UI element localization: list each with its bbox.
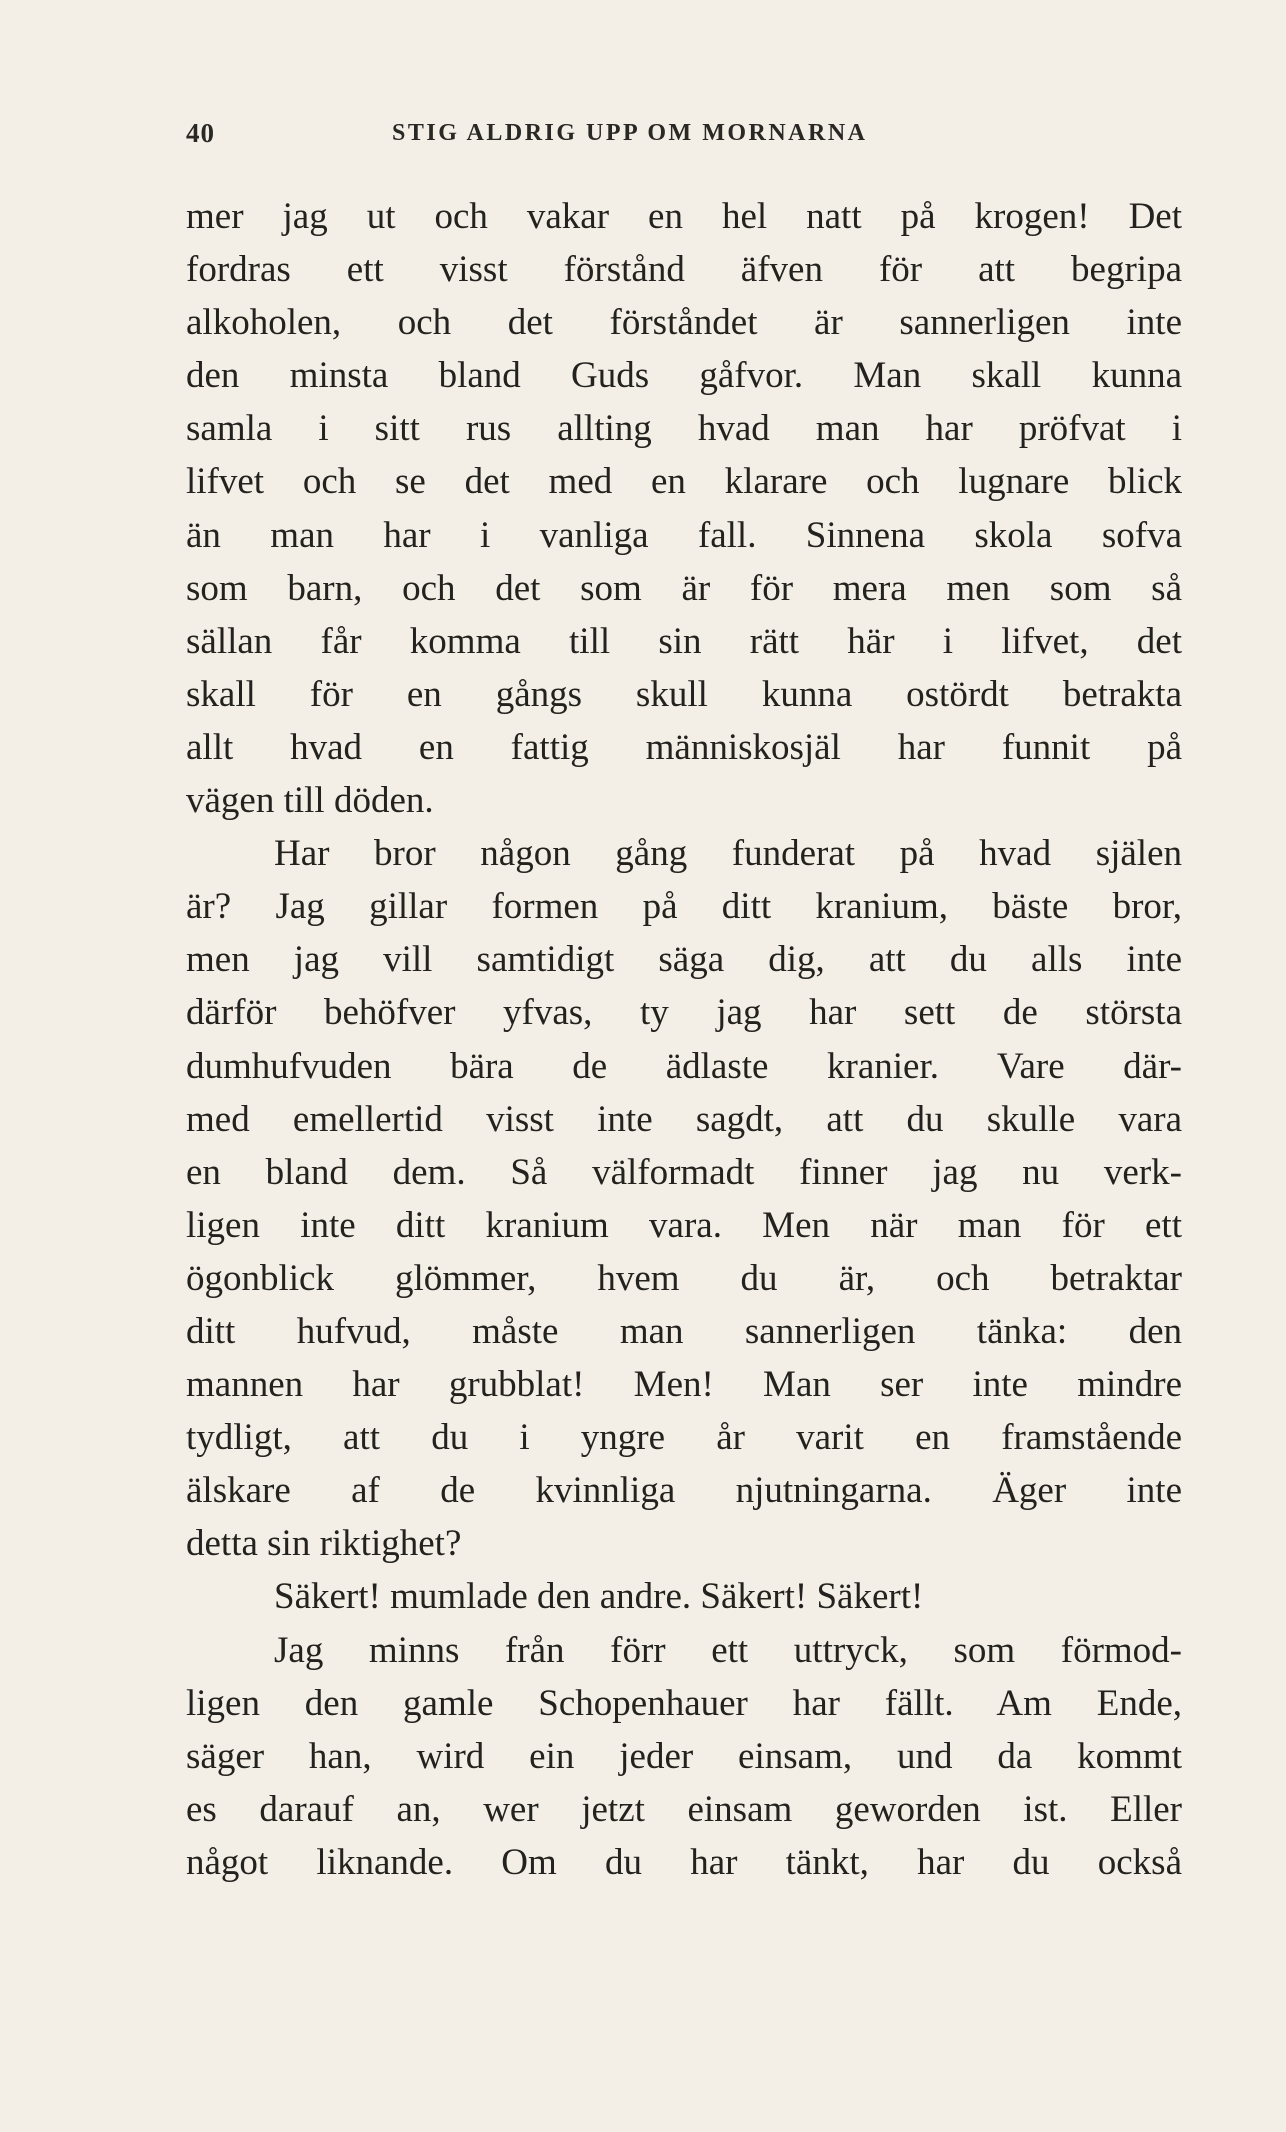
body-text bbox=[186, 190, 1182, 1889]
text-line: som barn, och det som är för mera men som så bbox=[186, 567, 1182, 609]
text-line: tydligt, att du i yngre år varit en framstående bbox=[186, 1417, 1182, 1459]
text-line: säger han, wird ein jeder einsam, und da kommt bbox=[186, 1735, 1182, 1777]
text-line: Har bror någon gång funderat på hvad själen bbox=[274, 833, 1182, 875]
running-head: STIG ALDRIG UPP OM MORNARNA bbox=[392, 120, 868, 146]
text-line: dumhufvuden bära de ädlaste kranier. Vare där- bbox=[186, 1045, 1182, 1087]
text-line: Jag minns från förr ett uttryck, som förmod- bbox=[274, 1629, 1182, 1671]
text-line: Säkert! mumlade den andre. Säkert! Säkert! bbox=[274, 1576, 924, 1618]
text-line: es darauf an, wer jetzt einsam geworden ist. Eller bbox=[186, 1788, 1182, 1830]
text-line: ditt hufvud, måste man sannerligen tänka: den bbox=[186, 1310, 1182, 1352]
page-number: 40 bbox=[186, 118, 215, 148]
text-line: än man har i vanliga fall. Sinnena skola sofva bbox=[186, 514, 1182, 556]
text-line: ligen den gamle Schopenhauer har fällt. Am Ende, bbox=[186, 1682, 1182, 1724]
text-line: ligen inte ditt kranium vara. Men när man för ett bbox=[186, 1204, 1182, 1246]
text-line: mannen har grubblat! Men! Man ser inte mindre bbox=[186, 1364, 1182, 1406]
text-line: detta sin riktighet? bbox=[186, 1523, 462, 1565]
text-line: den minsta bland Guds gåfvor. Man skall kunna bbox=[186, 355, 1182, 397]
text-line: allt hvad en fattig människosjäl har funnit på bbox=[186, 726, 1182, 768]
text-line: älskare af de kvinnliga njutningarna. Äger inte bbox=[186, 1470, 1182, 1512]
page-header bbox=[186, 118, 1186, 158]
text-line: vägen till döden. bbox=[186, 780, 434, 822]
text-line: är? Jag gillar formen på ditt kranium, bäste bror, bbox=[186, 886, 1182, 928]
text-line: en bland dem. Så välformadt finner jag nu verk- bbox=[186, 1151, 1182, 1193]
text-line: mer jag ut och vakar en hel natt på krogen! Det bbox=[186, 196, 1182, 237]
text-line: sällan får komma till sin rätt här i lifvet, det bbox=[186, 620, 1182, 662]
text-line: alkoholen, och det förståndet är sannerligen inte bbox=[186, 302, 1182, 344]
text-line: därför behöfver yfvas, ty jag har sett de största bbox=[186, 992, 1182, 1034]
text-line: men jag vill samtidigt säga dig, att du alls inte bbox=[186, 939, 1182, 981]
text-line: skall för en gångs skull kunna ostördt betrakta bbox=[186, 673, 1182, 715]
text-line: med emellertid visst inte sagdt, att du skulle vara bbox=[186, 1098, 1182, 1140]
text-line: lifvet och se det med en klarare och lugnare blick bbox=[186, 461, 1182, 503]
text-line: ögonblick glömmer, hvem du är, och betraktar bbox=[186, 1257, 1182, 1299]
text-line: något liknande. Om du har tänkt, har du också bbox=[186, 1841, 1182, 1883]
text-line: samla i sitt rus allting hvad man har pröfvat i bbox=[186, 408, 1182, 450]
text-line: fordras ett visst förstånd äfven för att begripa bbox=[186, 249, 1182, 291]
